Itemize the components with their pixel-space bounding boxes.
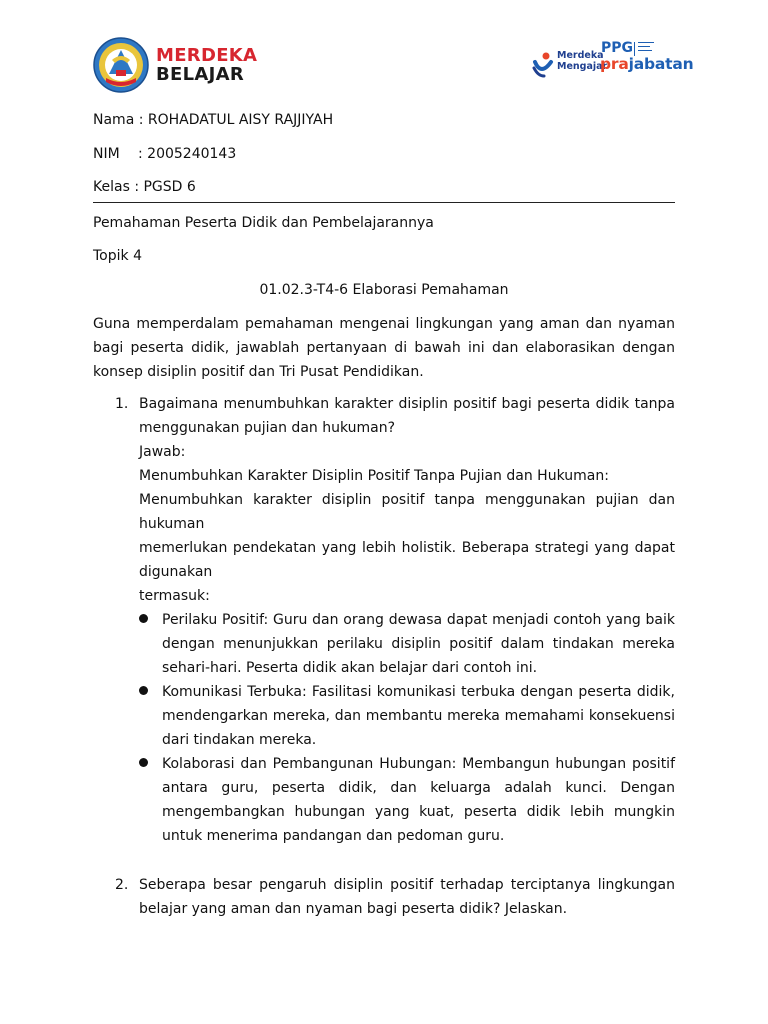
question-1-number: 1. xyxy=(115,396,129,412)
bullet-1-line-2: dengan menunjukkan perilaku disiplin positif dalam tindakan mereka xyxy=(162,636,675,652)
nama-value: : ROHADATUL AISY RAJJIYAH xyxy=(138,112,334,128)
kelas-value: : PGSD 6 xyxy=(134,179,196,195)
logo-text-ppg: PPG xyxy=(601,40,634,56)
bullet-1-icon xyxy=(139,614,148,623)
bullet-2-line-1: Komunikasi Terbuka: Fasilitasi komunikasi terbuka dengan peserta didik, xyxy=(162,684,675,700)
logo-text-merdeka: MERDEKA xyxy=(156,45,258,66)
ppg-prajabatan-logo xyxy=(530,40,694,80)
kelas-row xyxy=(93,178,196,196)
question-2-block xyxy=(139,873,675,921)
bullet-1-line-1: Perilaku Positif: Guru dan orang dewasa dapat menjadi contoh yang baik xyxy=(162,612,675,628)
nim-label: NIM xyxy=(93,146,120,162)
bullet-3-line-4: untuk menerima pandangan dan pedoman guru. xyxy=(162,828,505,844)
question-2-line-1: Seberapa besar pengaruh disiplin positif terhadap terciptanya lingkungan xyxy=(139,877,675,893)
logo-text-pra: pra xyxy=(600,55,629,73)
merdeka-belajar-logo xyxy=(92,36,257,94)
nama-label: Nama xyxy=(93,112,135,128)
logo-text-merdeka-small: Merdeka xyxy=(557,50,604,61)
assignment-title: 01.02.3-T4-6 Elaborasi Pemahaman xyxy=(259,282,509,298)
question-1-block xyxy=(139,392,675,608)
intro-paragraph xyxy=(93,312,675,384)
answer-line-4: digunakan xyxy=(139,564,213,580)
bullet-2-line-2: mendengarkan mereka, dan membantu mereka memahami konsekuensi xyxy=(162,708,675,724)
bullet-3-line-3: mengembangkan hubungan yang kuat, peserta didik lebih mungkin xyxy=(162,804,675,820)
header-divider xyxy=(93,202,675,203)
nim-value: : 2005240143 xyxy=(138,146,237,162)
merdeka-mengajar-mark-icon xyxy=(532,52,554,78)
question-2-line-2: belajar yang aman dan nyaman bagi peserta didik? Jelaskan. xyxy=(139,901,568,917)
answer-line-1: Menumbuhkan karakter disiplin positif tanpa menggunakan pujian dan xyxy=(139,492,675,508)
answer-line-3: memerlukan pendekatan yang lebih holistik. Beberapa strategi yang dapat xyxy=(139,540,675,556)
intro-line-2: bagi peserta didik, jawablah pertanyaan di bawah ini dan elaborasikan dengan xyxy=(93,340,675,356)
logo-text-belajar: BELAJAR xyxy=(156,64,245,85)
logo-text-mengajar: Mengajar xyxy=(557,60,608,72)
answer-line-2: hukuman xyxy=(139,516,205,532)
answer-heading: Menumbuhkan Karakter Disiplin Positif Tanpa Pujian dan Hukuman: xyxy=(139,468,609,484)
bullet-2-icon xyxy=(139,686,148,695)
bullet-2-line-3: dari tindakan mereka. xyxy=(162,732,317,748)
bullet-3-text xyxy=(162,752,675,848)
nama-row xyxy=(93,111,333,129)
bullet-1-text xyxy=(162,608,675,680)
course-title: Pemahaman Peserta Didik dan Pembelajarannya xyxy=(93,215,434,231)
tut-wuri-handayani-emblem-icon xyxy=(92,36,150,94)
topic-label: Topik 4 xyxy=(93,248,142,264)
bullet-2-text xyxy=(162,680,675,752)
logo-separator xyxy=(634,42,635,56)
bullet-1-line-3: sehari-hari. Peserta didik akan belajar dari contoh ini. xyxy=(162,660,538,676)
ppg-small-caption-icon xyxy=(638,41,658,55)
bullet-3-icon xyxy=(139,758,148,767)
intro-line-3: konsep disiplin positif dan Tri Pusat Pendidikan. xyxy=(93,364,424,380)
bullet-3-line-2: antara guru, peserta didik, dan keluarga adalah kunci. Dengan xyxy=(162,780,675,796)
logo-text-jabatan: jabatan xyxy=(628,55,694,73)
question-1-line-2: menggunakan pujian dan hukuman? xyxy=(139,420,396,436)
logo-text-prajabatan xyxy=(600,55,693,73)
question-2-number: 2. xyxy=(115,877,129,893)
answer-line-5: termasuk: xyxy=(139,588,210,604)
question-1-line-1: Bagaimana menumbuhkan karakter disiplin positif bagi peserta didik tanpa xyxy=(139,396,675,412)
intro-line-1: Guna memperdalam pemahaman mengenai lingkungan yang aman dan nyaman xyxy=(93,316,675,332)
answer-label: Jawab: xyxy=(139,444,186,460)
bullet-3-line-1: Kolaborasi dan Pembangunan Hubungan: Membangun hubungan positif xyxy=(162,756,675,772)
kelas-label: Kelas xyxy=(93,179,130,195)
